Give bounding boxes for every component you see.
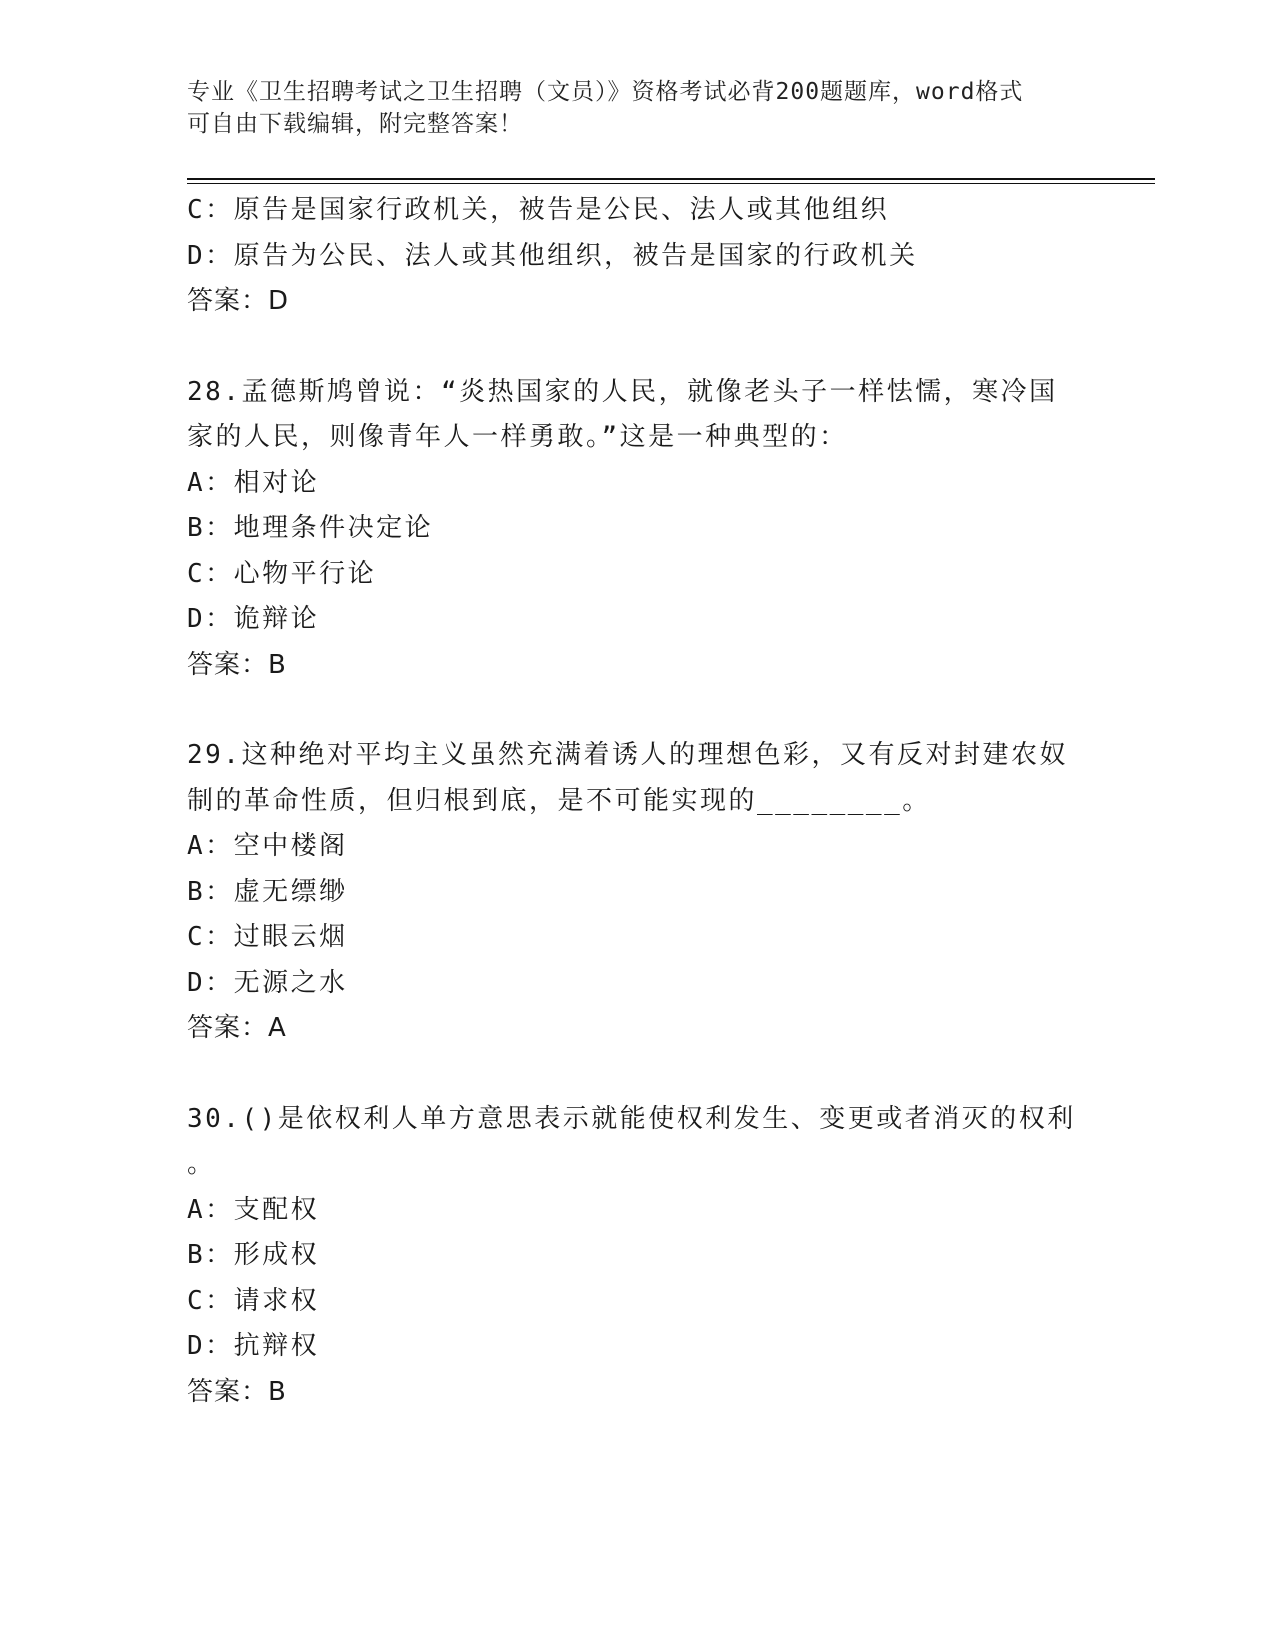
option-c: C：过眼云烟 [187, 922, 348, 952]
question-list [187, 188, 1087, 1415]
question-stem-line-2: 制的革命性质，但归根到底，是不可能实现的________。 [187, 785, 931, 816]
option-d: D：原告为公民、法人或其他组织，被告是国家的行政机关 [187, 240, 918, 271]
question-29 [187, 733, 1087, 1052]
option-c: C：原告是国家行政机关，被告是公民、法人或其他组织 [187, 195, 890, 225]
option-a: A：空中楼阁 [187, 831, 348, 861]
option-d: D：诡辩论 [187, 604, 320, 634]
answer-line: 答案：D [187, 286, 290, 316]
answer-line: 答案：B [187, 649, 287, 680]
option-a: A：相对论 [187, 467, 320, 498]
answer-line: 答案：A [187, 1013, 287, 1043]
option-b: B：形成权 [187, 1240, 320, 1270]
question-stem-line-2: 。 [187, 1149, 216, 1179]
option-c: C：请求权 [187, 1285, 320, 1316]
question-stem-line-1: 29.这种绝对平均主义虽然充满着诱人的理想色彩，又有反对封建农奴 [187, 740, 1068, 770]
header-title-line-1: 专业《卫生招聘考试之卫生招聘（文员）》资格考试必背200题题库，word格式 [187, 79, 1024, 105]
option-b: B：地理条件决定论 [187, 513, 434, 543]
header-divider-thick [187, 178, 1155, 180]
document-header [187, 76, 1067, 140]
question-stem-line-2: 家的人民，则像青年人一样勇敢。”这是一种典型的： [187, 422, 848, 452]
question-30 [187, 1097, 1087, 1416]
question-stem-line-1: 30.()是依权利人单方意思表示就能使权利发生、变更或者消灭的权利 [187, 1103, 1076, 1134]
option-d: D：抗辩权 [187, 1331, 320, 1361]
header-title-line-2: 可自由下载编辑，附完整答案！ [187, 111, 523, 137]
option-c: C：心物平行论 [187, 558, 377, 589]
question-stem-line-1: 28.孟德斯鸠曾说：“炎热国家的人民，就像老头子一样怯懦，寒冷国 [187, 376, 1058, 407]
spacer [187, 1052, 1087, 1097]
option-b: B：虚无缥缈 [187, 876, 348, 907]
question-28 [187, 370, 1087, 689]
option-a: A：支配权 [187, 1194, 320, 1225]
answer-line: 答案：B [187, 1376, 287, 1407]
option-d: D：无源之水 [187, 967, 348, 998]
spacer [187, 688, 1087, 733]
header-divider-thin [187, 183, 1155, 184]
spacer [187, 325, 1087, 370]
question-27 [187, 188, 1087, 325]
